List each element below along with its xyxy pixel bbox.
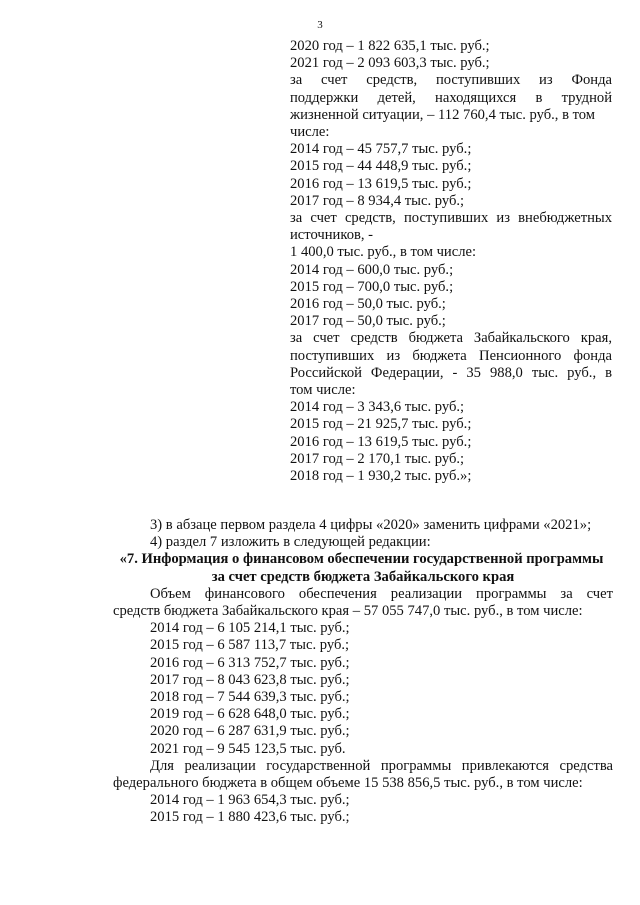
year-line: 2020 год – 6 287 631,9 тыс. руб.; xyxy=(150,723,350,740)
column-line: поддержки детей, находящихся в трудной xyxy=(290,89,612,106)
column-line: числе: xyxy=(290,124,330,141)
column-line: 2014 год – 3 343,6 тыс. руб.; xyxy=(290,399,465,416)
column-line: 2016 год – 50,0 тыс. руб.; xyxy=(290,296,446,313)
year-line: 2014 год – 1 963 654,3 тыс. руб.; xyxy=(150,792,350,809)
indented-funding-column xyxy=(290,38,612,485)
column-line: 2015 год – 44 448,9 тыс. руб.; xyxy=(290,158,472,175)
main-text-block xyxy=(113,517,613,827)
year-line: 2019 год – 6 628 648,0 тыс. руб.; xyxy=(150,706,350,723)
column-line: за счет средств, поступивших из внебюджетных xyxy=(290,210,612,227)
amendment-item-4: 4) раздел 7 изложить в следующей редакции: xyxy=(150,534,431,551)
column-line: 2014 год – 600,0 тыс. руб.; xyxy=(290,261,454,278)
amendment-item-3: 3) в абзаце первом раздела 4 цифры «2020» заменить цифрами «2021»; xyxy=(150,517,592,533)
column-line: 2015 год – 21 925,7 тыс. руб.; xyxy=(290,416,472,433)
column-line: 2014 год – 45 757,7 тыс. руб.; xyxy=(290,141,472,158)
year-line: 2015 год – 6 587 113,7 тыс. руб.; xyxy=(150,637,350,654)
paragraph-line: Для реализации государственной программы привлекаются средства xyxy=(150,757,613,774)
column-line: 2016 год – 13 619,5 тыс. руб.; xyxy=(290,175,472,192)
column-line: том числе: xyxy=(290,382,356,399)
year-line: 2016 год – 6 313 752,7 тыс. руб.; xyxy=(150,654,350,671)
column-line: жизненной ситуации, – 112 760,4 тыс. руб., в том xyxy=(290,106,596,123)
column-line: 2017 год – 50,0 тыс. руб.; xyxy=(290,313,446,330)
column-line: 2015 год – 700,0 тыс. руб.; xyxy=(290,278,454,295)
column-line: 2017 год – 8 934,4 тыс. руб.; xyxy=(290,192,465,209)
section-heading: за счет средств бюджета Забайкальского края xyxy=(211,568,515,585)
column-line: 2018 год – 1 930,2 тыс. руб.»; xyxy=(290,468,472,485)
section-heading: «7. Информация о финансовом обеспечении государственной программы xyxy=(119,551,604,568)
paragraph-line: федерального бюджета в общем объеме 15 538 856,5 тыс. руб., в том числе: xyxy=(113,775,583,792)
column-line: Российской Федерации, - 35 988,0 тыс. руб., в xyxy=(290,364,612,381)
year-line: 2021 год – 9 545 123,5 тыс. руб. xyxy=(150,740,346,757)
column-line: 1 400,0 тыс. руб., в том числе: xyxy=(290,244,477,261)
column-line: 2021 год – 2 093 603,3 тыс. руб.; xyxy=(290,55,490,72)
column-line: за счет средств, поступивших из Фонда xyxy=(290,72,612,89)
page-number: 3 xyxy=(317,19,323,31)
column-line: 2016 год – 13 619,5 тыс. руб.; xyxy=(290,433,472,450)
year-line: 2015 год – 1 880 423,6 тыс. руб.; xyxy=(150,809,350,826)
column-line: источников, - xyxy=(290,227,374,244)
paragraph-line: средств бюджета Забайкальского края – 57 055 747,0 тыс. руб., в том числе: xyxy=(113,603,583,620)
column-line: 2020 год – 1 822 635,1 тыс. руб.; xyxy=(290,38,490,54)
year-line: 2018 год – 7 544 639,3 тыс. руб.; xyxy=(150,689,350,706)
year-line: 2017 год – 8 043 623,8 тыс. руб.; xyxy=(150,671,350,688)
paragraph-line: Объем финансового обеспечения реализации программы за счет xyxy=(150,585,613,602)
column-line: за счет средств бюджета Забайкальского края, xyxy=(290,330,612,347)
column-line: 2017 год – 2 170,1 тыс. руб.; xyxy=(290,450,465,467)
column-line: поступивших из бюджета Пенсионного фонда xyxy=(290,347,612,364)
year-line: 2014 год – 6 105 214,1 тыс. руб.; xyxy=(150,620,350,637)
